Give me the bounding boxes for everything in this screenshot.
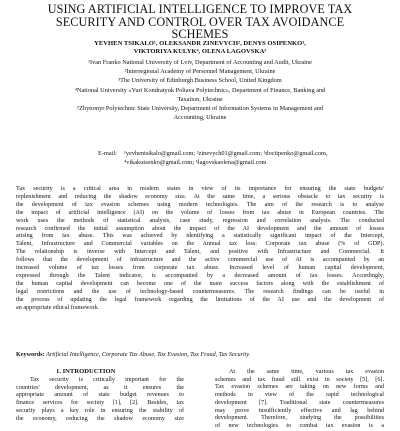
email-label: E-mail:	[98, 150, 117, 157]
body-line: countries' development, as it ensures the	[16, 384, 184, 391]
affiliation-line: Taxation, Ukraine	[177, 95, 223, 103]
affiliation-list	[20, 58, 380, 122]
email-line: ⁴vikakutsenko@gmail.com; ⁵lagovskaolena@gmail.com	[124, 159, 267, 167]
abstract-line: replenishment and reducing the shadow economy size. At the same time, a serious obstacle to tax security is	[16, 193, 384, 200]
abstract-line: legal restrictions and the use of technology-based countermeasures. The research findings can be useful in	[16, 288, 384, 295]
intro-left-column	[16, 377, 184, 423]
email-block	[98, 149, 358, 167]
email-line: ¹yevhentsikalo@gmail.com; ²zinevych01@gmail.com; ³dociipenko@gmail.com,	[124, 150, 328, 157]
author-list	[60, 40, 340, 56]
paper-title	[40, 3, 360, 41]
abstract-line: research confirmed the initial assumption about the impact of the AI development and the amount of losses	[16, 225, 384, 232]
affiliation-line: ⁴National University «Yuri Kondratyuk Poltava Polytechnic», Department of Finance, Banking and	[74, 86, 326, 94]
section-heading: 1. INTRODUCTION	[56, 368, 116, 375]
affiliation-line: ⁵Zhytomyr Polytechnic State University, Department of Information Systems in Management and	[76, 105, 324, 113]
body-line: development. Therefore, studying the possibilities	[215, 415, 384, 422]
abstract-line: The relationship is inverse with Intercept and Talent, and positive with Infrastructure and Commercial. It	[16, 249, 384, 256]
keywords-text: Artificial Intelligence, Corporate Tax Abuse, Tax Evasion, Tax Fraud, Tax Security.	[44, 352, 251, 358]
body-line: the economy, reducing the shadow economy size	[16, 415, 184, 422]
body-line: Tax security is critically important for the	[30, 377, 184, 383]
author-line: YEVHEN TSIKALO¹, OLEKSANDR ZINEVYCH², DENYS OSIPENKO³,	[94, 40, 306, 47]
title-line: USING ARTIFICIAL INTELLIGENCE TO IMPROVE TAX	[47, 2, 353, 16]
abstract-line: the process of updating the legal framework regarding the limitations of the AI use and the development of	[16, 296, 384, 303]
affiliation-line: ¹Ivan Franko National University of Lviv, Department of Accounting and Audit, Ukraine	[88, 59, 312, 66]
title-line: SCHEMES	[171, 27, 229, 42]
email-spacer	[98, 158, 124, 167]
abstract-line: arising from tax abuse. This was achieved by identifying a statistically significant impact of the Intercept,	[16, 233, 384, 240]
body-line: of new technologies to combat tax evasion is a	[215, 422, 384, 429]
abstract-line: the impact of artificial intelligence (AI) on the volume of losses from tax abuse in European countries. The	[16, 209, 384, 216]
abstract	[16, 186, 384, 313]
body-line: may prove insufficiently effective and lag behind	[215, 407, 384, 414]
abstract-line: expressed through the Talent indicator, is accompanied by a decreased amount of tax losses. Accordingly,	[16, 272, 384, 279]
abstract-line: increased volume of tax losses from corporate tax abuse. Increased level of human capital development,	[16, 265, 384, 272]
affiliation-line: Accounting, Ukraine	[173, 114, 227, 122]
abstract-line: the development of tax evasion schemes using modern technologies. The aim of the research is to analyse	[16, 201, 384, 208]
abstract-line: the human capital development can become one of the main success factors along with the establishment of	[16, 280, 384, 287]
affiliation-line: ³The University of Edinburgh Business School, United Kingdom	[118, 77, 282, 85]
body-line: methods in view of the rapid technological	[215, 392, 384, 399]
body-line: Tax evasion schemes are taking on new forms and	[215, 384, 384, 391]
title-line: SECURITY AND CONTROL OVER TAX AVOIDANCE	[55, 14, 345, 29]
intro-right-column	[215, 369, 384, 431]
body-line: finance services for society [1], [2]. Besides, tax	[16, 400, 184, 407]
keywords	[16, 351, 384, 359]
body-line: appropriate amount of state budget revenues to	[16, 392, 184, 399]
body-line: security plays a key role in ensuring the stability of	[16, 407, 184, 414]
body-line: development [7]. Traditional state countermeasures	[215, 399, 384, 406]
author-line: VIKTORIYA KULYK⁴, OLENA LAGOVSKA⁵	[133, 48, 267, 56]
abstract-line: Tax security is a critical area in modern states in view of its importance for ensuring the state budgets'	[16, 186, 384, 192]
body-line: schemes and tax fraud still exist in society [5], [6].	[215, 376, 384, 383]
affiliation-line: ²Interregional Academy of Personnel Management, Ukraine	[124, 68, 276, 76]
abstract-line: work uses the methods of statistical analysis, case study, regression and correlation analysis. The conducted	[16, 217, 384, 224]
keywords-label: Keywords:	[16, 352, 45, 358]
body-line: At the same time, various tax evasion	[229, 369, 384, 375]
abstract-line: follows that the development of infrastructure and the active commercial use of AI is accompanied by an	[16, 257, 384, 264]
abstract-line: an appropriate ethical framework.	[16, 304, 100, 311]
abstract-line: Talent, Infrastructure and Commercial variables on the Annual tax loss: Corporate tax abuse (% of GDP).	[16, 241, 384, 248]
